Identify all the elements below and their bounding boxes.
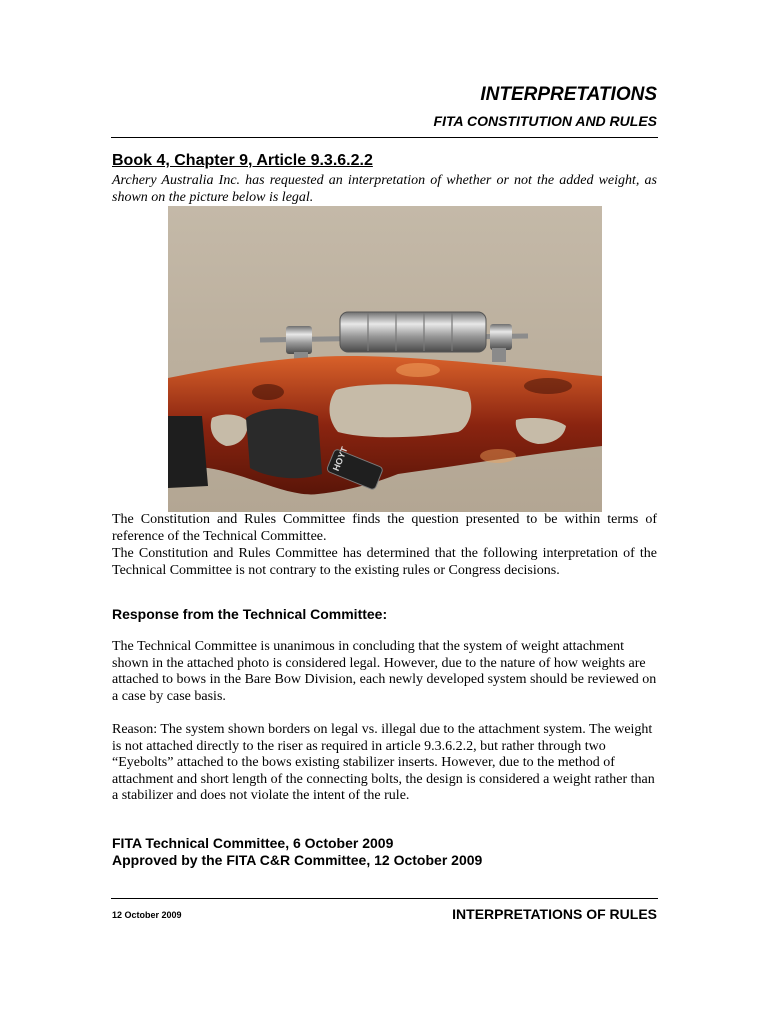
footer-date: 12 October 2009	[112, 910, 182, 920]
header-title: INTERPRETATIONS	[480, 84, 657, 105]
article-heading: Book 4, Chapter 9, Article 9.3.6.2.2	[112, 152, 373, 169]
signoff-line-1: FITA Technical Committee, 6 October 2009	[112, 835, 394, 851]
committee-paragraph-2: The Constitution and Rules Committee has determined that the following interpretation of the Technical Committee is not contrary to the existing rules or Congress decisions.	[112, 546, 657, 578]
footer-title: INTERPRETATIONS OF RULES	[452, 906, 657, 922]
header-subtitle: FITA CONSTITUTION AND RULES	[433, 113, 657, 129]
response-paragraph-2: Reason: The system shown borders on legal vs. illegal due to the attachment system. The weight is not attached directly to the riser as required in article 9.3.6.2.2, but rather through two “Eyebolts” attached to the bows existing stabilizer inserts. However, due to the method of attachment and short length of the connecting bolts, the design is considered a weight rather than a stabilizer and does not violate the intent of the rule.	[112, 722, 655, 803]
header-rule	[111, 137, 658, 138]
response-heading: Response from the Technical Committee:	[112, 606, 388, 622]
footer-rule	[111, 898, 658, 899]
article-intro: Archery Australia Inc. has requested an interpretation of whether or not the added weight, as shown on the picture below is legal.	[112, 173, 657, 205]
response-paragraph-1: The Technical Committee is unanimous in concluding that the system of weight attachment shown in the attached photo is considered legal. However, due to the nature of how weights are attached to bows in the Bare Bow Division, each newly developed system should be reviewed on a case by case basis.	[112, 639, 657, 704]
bow-riser-photo	[168, 206, 602, 512]
signoff-line-2: Approved by the FITA C&R Committee, 12 October 2009	[112, 852, 483, 868]
committee-paragraph-1: The Constitution and Rules Committee finds the question presented to be within terms of reference of the Technical Committee.	[112, 512, 657, 544]
riser-label: HOYT	[330, 445, 350, 473]
